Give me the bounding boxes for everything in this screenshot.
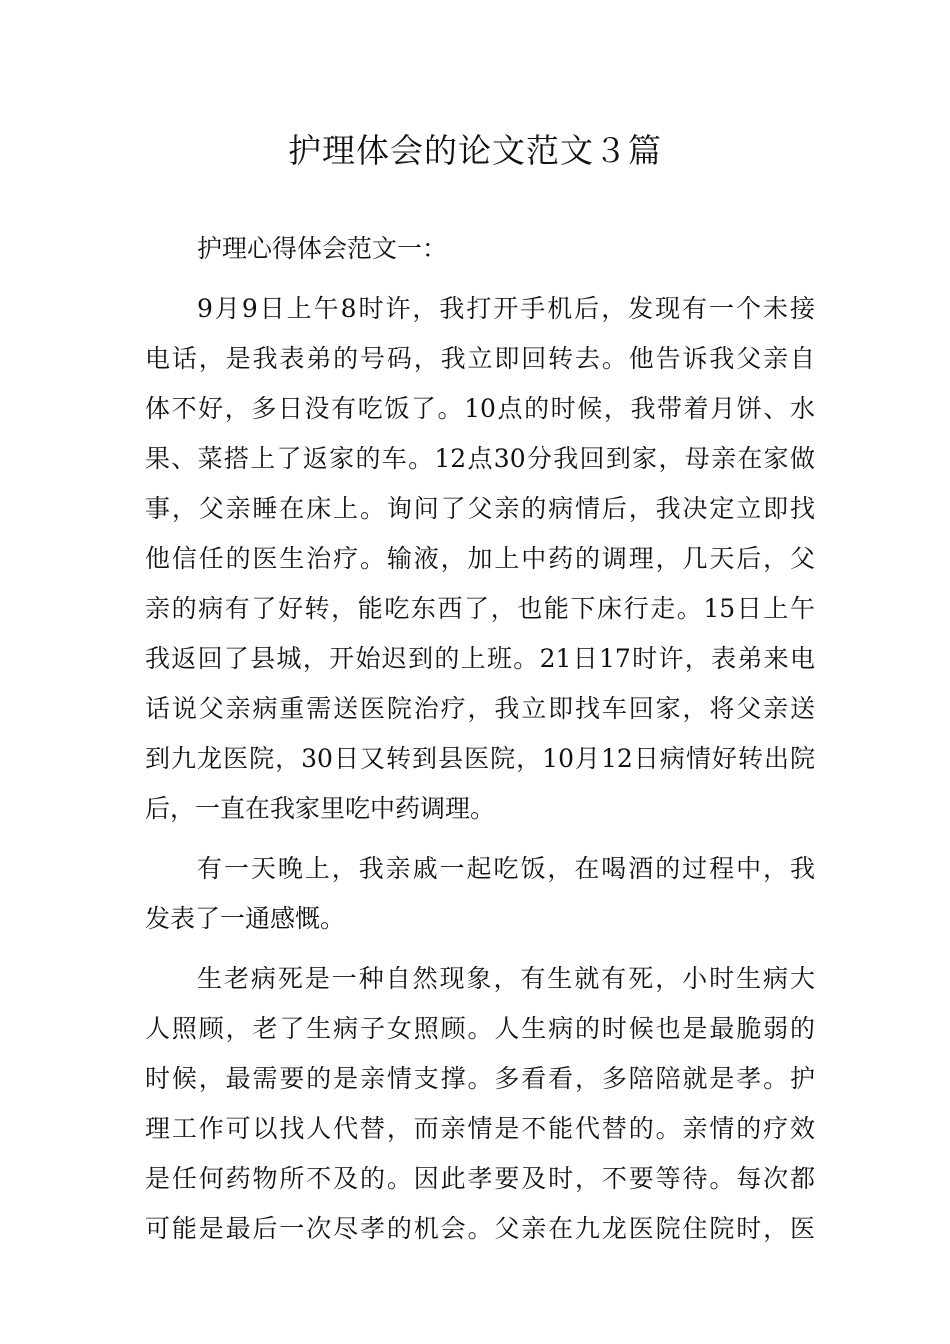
paragraph-line: 体不好，多日没有吃饭了。10点的时候，我带着月饼、水 <box>145 394 815 423</box>
document-title: 护理体会的论文范文３篇 <box>288 131 662 170</box>
paragraph-line: 果、菜搭上了返家的车。12点30分我回到家，母亲在家做 <box>145 444 815 473</box>
paragraph-line: 事，父亲睡在床上。询问了父亲的病情后，我决定立即找 <box>145 494 815 523</box>
paragraph-4 <box>145 954 815 1254</box>
paragraph-line: 他信任的医生治疗。输液，加上中药的调理，几天后，父 <box>145 544 815 573</box>
paragraph-line: 到九龙医院，30日又转到县医院，10月12日病情好转出院 <box>145 744 815 773</box>
paragraph-line: 有一天晚上，我亲戚一起吃饭，在喝酒的过程中，我 <box>197 854 815 883</box>
document-body <box>145 224 815 1254</box>
paragraph-line: 话说父亲病重需送医院治疗，我立即找车回家，将父亲送 <box>145 694 815 723</box>
paragraph-line: 人照顾，老了生病子女照顾。人生病的时候也是最脆弱的 <box>145 1014 815 1043</box>
paragraph-line: 发表了一通感慨。 <box>145 904 346 933</box>
paragraph-line: 后，一直在我家里吃中药调理。 <box>145 794 496 823</box>
paragraph-line: 亲的病有了好转，能吃东西了，也能下床行走。15日上午 <box>145 594 815 623</box>
paragraph-3 <box>145 844 815 944</box>
paragraph-line: 生老病死是一种自然现象，有生就有死，小时生病大 <box>197 964 815 993</box>
paragraph-line: 是任何药物所不及的。因此孝要及时，不要等待。每次都 <box>145 1164 815 1193</box>
paragraph-line: 护理心得体会范文一： <box>197 234 448 263</box>
paragraph-line: 时候，最需要的是亲情支撑。多看看，多陪陪就是孝。护 <box>145 1064 815 1093</box>
paragraph-line: 9月9日上午8时许，我打开手机后，发现有一个未接 <box>197 294 815 323</box>
paragraph-line: 理工作可以找人代替，而亲情是不能代替的。亲情的疗效 <box>145 1114 815 1143</box>
paragraph-line: 可能是最后一次尽孝的机会。父亲在九龙医院住院时，医 <box>145 1214 815 1243</box>
paragraph-2 <box>145 284 815 834</box>
paragraph-line: 我返回了县城，开始迟到的上班。21日17时许，表弟来电 <box>145 644 815 673</box>
paragraph-1 <box>145 224 815 274</box>
paragraph-line: 电话，是我表弟的号码，我立即回转去。他告诉我父亲自 <box>145 344 815 373</box>
